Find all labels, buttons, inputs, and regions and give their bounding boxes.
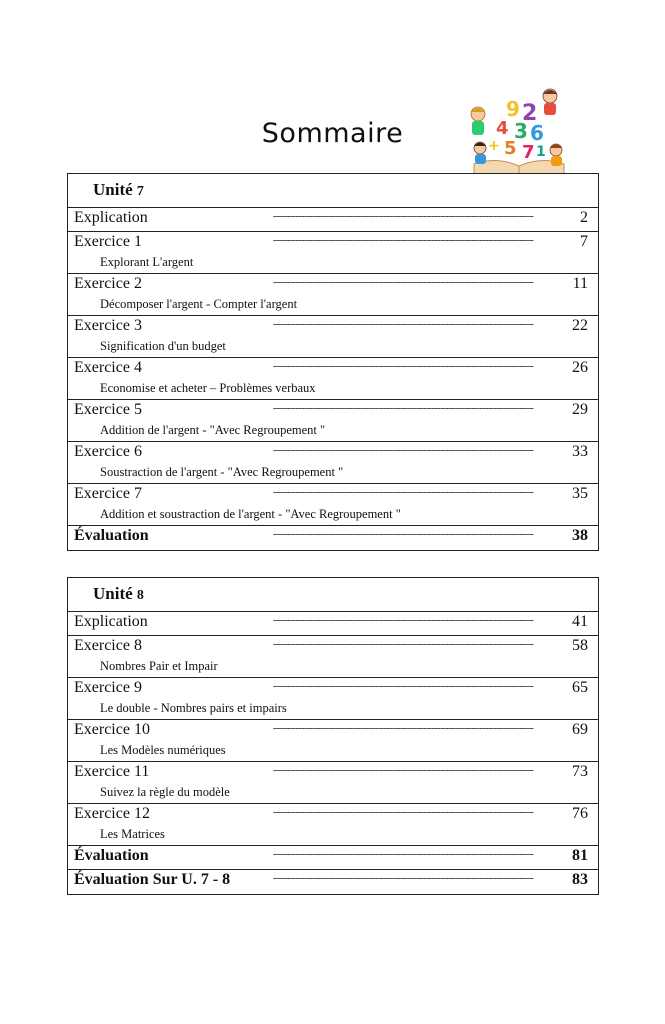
toc-page-number: 41: [572, 613, 588, 630]
toc-row[interactable]: [68, 612, 598, 636]
svg-text:9: 9: [506, 97, 520, 121]
toc-entry-name: Explication: [74, 613, 148, 630]
toc-entry-subtitle: Les Modèles numériques: [100, 743, 226, 757]
toc-entry-subtitle: Economise et acheter – Problèmes verbaux: [100, 381, 316, 395]
toc-entry-subtitle: Nombres Pair et Impair: [100, 659, 218, 673]
toc-row[interactable]: [68, 274, 598, 316]
toc-entry-name: Exercice 5: [74, 401, 142, 418]
toc-page-number: 65: [572, 679, 588, 696]
toc-entry-name: Évaluation: [74, 527, 149, 544]
toc-row[interactable]: [68, 358, 598, 400]
leader-dots: --------------------------------------------------------------------------------------------: [273, 404, 534, 414]
toc-row[interactable]: [68, 442, 598, 484]
toc-entry-name: Exercice 9: [74, 679, 142, 696]
leader-dots: --------------------------------------------------------------------------------------------: [273, 362, 534, 372]
leader-dots: --------------------------------------------------------------------------------------------: [273, 446, 534, 456]
toc-entry-subtitle: Décomposer l'argent - Compter l'argent: [100, 297, 298, 311]
svg-text:2: 2: [522, 101, 538, 126]
toc-row-evaluation[interactable]: [68, 846, 598, 870]
leader-dots: --------------------------------------------------------------------------------------------: [273, 640, 534, 650]
toc-page-number: 7: [580, 233, 588, 250]
toc-row[interactable]: [68, 720, 598, 762]
leader-dots: --------------------------------------------------------------------------------------------: [273, 682, 534, 692]
unit-7-table: [67, 173, 599, 551]
svg-text:7: 7: [522, 142, 535, 163]
toc-entry-name: Évaluation: [74, 847, 149, 864]
toc-row[interactable]: [68, 678, 598, 720]
toc-row[interactable]: [68, 762, 598, 804]
toc-row[interactable]: [68, 484, 598, 526]
toc-entry-name: Exercice 3: [74, 317, 142, 334]
page-title: Sommaire: [261, 118, 404, 149]
toc-page-number: 33: [572, 443, 588, 460]
toc-row[interactable]: [68, 804, 598, 846]
svg-text:5: 5: [504, 138, 517, 159]
toc-page-number: 26: [572, 359, 588, 376]
toc-page-number: 11: [572, 275, 588, 292]
leader-dots: --------------------------------------------------------------------------------------------: [273, 236, 534, 246]
toc-page-number: 22: [572, 317, 588, 334]
leader-dots: --------------------------------------------------------------------------------------------: [273, 766, 534, 776]
toc-entry-subtitle: Addition et soustraction de l'argent - "Avec Regroupement ": [100, 507, 401, 521]
toc-row[interactable]: [68, 400, 598, 442]
leader-dots: --------------------------------------------------------------------------------------------: [273, 808, 534, 818]
toc-page-number: 83: [572, 871, 588, 888]
toc-page-number: 81: [572, 847, 588, 864]
toc-entry-name: Exercice 10: [74, 721, 150, 738]
toc-page-number: 69: [572, 721, 588, 738]
unit-8-title: Unité 8: [93, 584, 144, 603]
unit-8-table: [67, 577, 599, 895]
leader-dots: --------------------------------------------------------------------------------------------: [273, 320, 534, 330]
svg-text:+: +: [488, 138, 500, 154]
svg-text:4: 4: [496, 118, 509, 139]
toc-entry-subtitle: Signification d'un budget: [100, 339, 226, 353]
toc-row[interactable]: [68, 316, 598, 358]
toc-page-number: 76: [572, 805, 588, 822]
toc-entry-subtitle: Les Matrices: [100, 827, 165, 841]
toc-row[interactable]: [68, 232, 598, 274]
toc-entry-name: Exercice 2: [74, 275, 142, 292]
leader-dots: --------------------------------------------------------------------------------------------: [273, 530, 534, 540]
svg-text:1: 1: [536, 144, 546, 160]
toc-row[interactable]: [68, 636, 598, 678]
svg-text:6: 6: [530, 121, 544, 145]
toc-entry-name: Évaluation Sur U. 7 - 8: [74, 871, 231, 888]
unit-7-title: Unité 7: [93, 180, 144, 199]
toc-entry-name: Exercice 6: [74, 443, 142, 460]
unit-7-header: [68, 174, 598, 208]
leader-dots: --------------------------------------------------------------------------------------------: [273, 850, 534, 860]
toc-page-number: 58: [572, 637, 588, 654]
toc-entry-name: Exercice 7: [74, 485, 142, 502]
toc-page-number: 73: [572, 763, 588, 780]
toc-entry-subtitle: Addition de l'argent - "Avec Regroupement ": [100, 423, 326, 437]
toc-entry-name: Exercice 8: [74, 637, 142, 654]
leader-dots: --------------------------------------------------------------------------------------------: [273, 212, 534, 222]
toc-entry-subtitle: Suivez la règle du modèle: [100, 785, 230, 799]
toc-entry-name: Exercice 12: [74, 805, 150, 822]
toc-entry-name: Explication: [74, 209, 148, 226]
toc-entry-subtitle: Explorant L'argent: [100, 255, 194, 269]
leader-dots: --------------------------------------------------------------------------------------------: [273, 278, 534, 288]
toc-page-number: 2: [580, 209, 588, 226]
toc-page-number: 35: [572, 485, 588, 502]
toc-entry-name: Exercice 1: [74, 233, 142, 250]
toc-entry-name: Exercice 4: [74, 359, 142, 376]
leader-dots: --------------------------------------------------------------------------------------------: [273, 616, 534, 626]
toc-entry-subtitle: Soustraction de l'argent - "Avec Regroupement ": [100, 465, 344, 479]
toc-page-number: 29: [572, 401, 588, 418]
leader-dots: --------------------------------------------------------------------------------------------: [273, 724, 534, 734]
toc-page-number: 38: [572, 527, 588, 544]
leader-dots: --------------------------------------------------------------------------------------------: [273, 874, 534, 884]
unit-8-header: [68, 578, 598, 612]
toc-row[interactable]: [68, 208, 598, 232]
toc-entry-name: Exercice 11: [74, 763, 150, 780]
toc-row-evaluation-final[interactable]: [68, 870, 598, 894]
toc-row-evaluation[interactable]: [68, 526, 598, 550]
svg-text:3: 3: [514, 119, 528, 143]
toc-entry-subtitle: Le double - Nombres pairs et impairs: [100, 701, 287, 715]
leader-dots: --------------------------------------------------------------------------------------------: [273, 488, 534, 498]
